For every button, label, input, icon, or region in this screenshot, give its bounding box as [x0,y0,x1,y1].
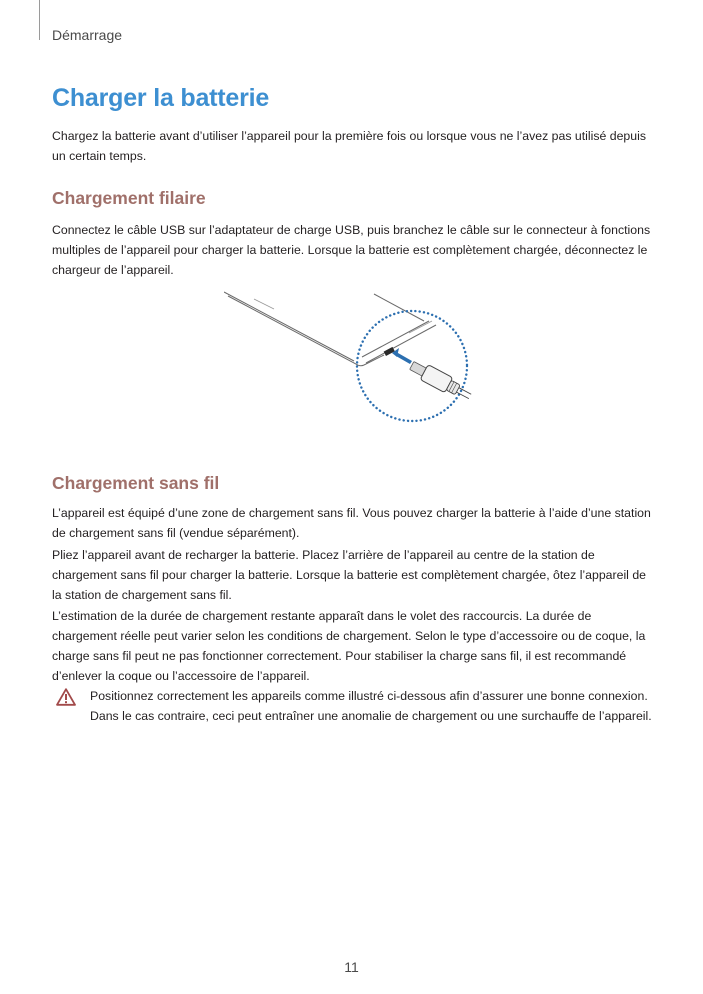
warning-icon [56,688,76,706]
wireless-paragraph-3: L’estimation de la durée de chargement restante apparaît dans le volet des raccourcis. La durée de chargement réelle peut varier selon les conditions de chargement. Selon le type d’accessoire ou de coque, la charge sans fil peut ne pas fonctionner correctement. Pour stabiliser la charge sans fil, il est recommandé d’enlever la coque ou l’accessoire de l’appareil. [52,609,646,683]
caution-text: Positionnez correctement les appareils comme illustré ci-dessous afin d’assurer une bonne connexion. Dans le cas contraire, ceci peut entraîner une anomalie de chargement ou une surchauffe de l’appareil. [90,689,652,723]
wireless-paragraph-1: L’appareil est équipé d’une zone de chargement sans fil. Vous pouvez charger la batterie à l’aide d’une station de chargement sans fil (vendue séparément). [52,506,651,540]
section-label: Démarrage [52,27,123,43]
intro-paragraph: Chargez la batterie avant d’utiliser l’appareil pour la première fois ou lorsque vous ne l’avez pas utilisé depuis un certain temps. [52,129,646,163]
wireless-paragraph-2: Pliez l’appareil avant de recharger la batterie. Placez l’arrière de l’appareil au centre de la station de chargement sans fil pour charger la batterie. Lorsque la batterie est complètement chargée, ôtez l’appareil de la station de chargement sans fil. [52,548,647,602]
wireless-heading: Chargement sans fil [52,473,220,493]
wired-paragraph: Connectez le câble USB sur l’adaptateur de charge USB, puis branchez le câble sur le connecteur à fonctions multiples de l’appareil pour charger la batterie. Lorsque la batterie est complètement chargée, déconnectez le chargeur de l’appareil. [52,223,651,277]
usb-charging-illustration [224,291,474,431]
header-divider [39,0,40,40]
wired-heading: Chargement filaire [52,188,206,208]
page-number: 11 [344,959,359,975]
page-title: Charger la batterie [52,84,270,112]
